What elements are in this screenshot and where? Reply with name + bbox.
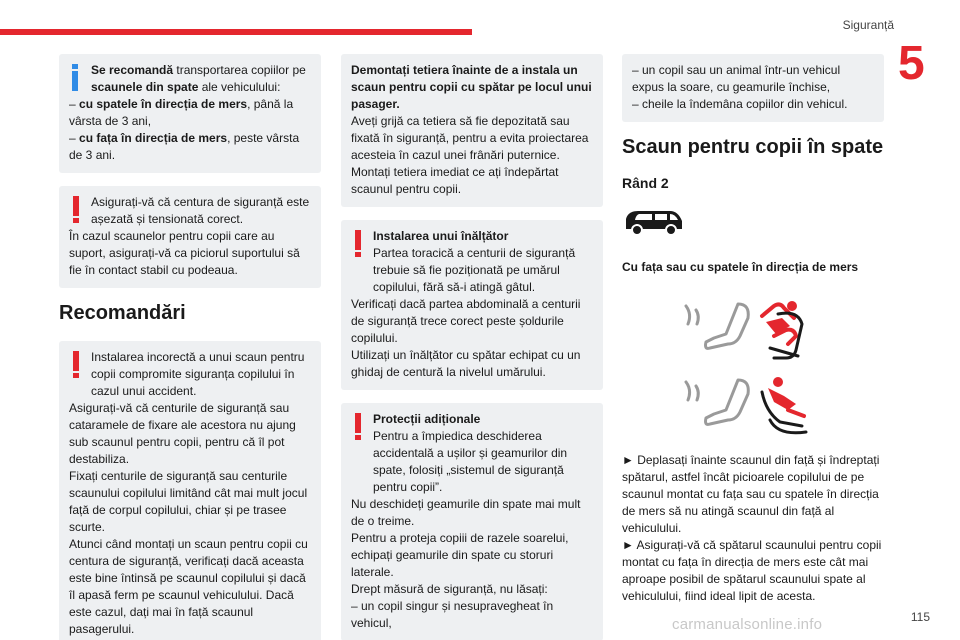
warning-icon bbox=[351, 413, 365, 441]
paragraph: Drept măsură de siguranță, nu lăsați: bbox=[351, 582, 548, 596]
paragraph: – un copil singur și nesupravegheat în vehicul, bbox=[351, 599, 554, 630]
paragraph: Verificați dacă partea abdominală a centurii de siguranță trece corect peste șoldurile copilului. bbox=[351, 297, 581, 345]
warning-icon bbox=[351, 230, 365, 258]
dash: – bbox=[69, 97, 80, 111]
info-box bbox=[59, 54, 321, 173]
box-title: Instalarea unui înălțător bbox=[373, 229, 509, 243]
paragraph: Nu deschideți geamurile din spate mai mult de o treime. bbox=[351, 497, 581, 528]
text: , până la vârsta de 3 ani, bbox=[69, 97, 294, 128]
paragraph: În cazul scaunelor pentru copii care au suport, asigurați-vă ca piciorul suportului să fie în contact stabil cu podeaua. bbox=[69, 229, 300, 277]
van-icon bbox=[622, 207, 686, 239]
bold-text: cu spatele în direcția de mers bbox=[79, 97, 248, 111]
column-1 bbox=[59, 54, 321, 640]
seat-illustration-forward-facing bbox=[678, 376, 828, 438]
section-heading: Recomandări bbox=[59, 302, 186, 324]
warning-box bbox=[59, 341, 321, 640]
warning-text: Instalarea incorectă a unui scaun pentru copii compromite siguranța copilului în cazul unui accident. bbox=[91, 350, 305, 398]
header-accent-bar bbox=[0, 29, 472, 35]
paragraph: – cheile la îndemâna copiilor din vehicul. bbox=[632, 97, 848, 111]
box-title: Protecții adiționale bbox=[373, 412, 481, 426]
column-3 bbox=[622, 54, 884, 605]
warning-text: Pentru a împiedica deschiderea accidentală a ușilor și geamurilor din spate, folosiți „sistemul de siguranță pentru copii”. bbox=[373, 429, 568, 494]
paragraph: Asigurați-vă că centurile de siguranță sau cataramele de fixare ale acestora nu ajung sub scaunul pentru copii, pentru că îl pot destabiliza. bbox=[69, 401, 296, 466]
info-icon bbox=[69, 64, 83, 92]
paragraph: Fixați centurile de siguranță sau centurile scaunului copilului limitând cât mai mult jocul față de corpul copilului, chiar și pe trasee scurte. bbox=[69, 469, 308, 534]
sub-heading: Rând 2 bbox=[622, 175, 669, 191]
paragraph: ► Deplasați înainte scaunul din față și îndreptați spătarul, astfel încât picioarele copilului de pe scaunul montat cu fața sau cu spatele în direcția de mers să nu atingă scaunul din față al vehiculului. bbox=[622, 453, 880, 535]
dash: – bbox=[69, 131, 80, 145]
paragraph: Utilizați un înălțător cu spătar echipat cu un ghidaj de centură la nivelul umărului. bbox=[351, 348, 581, 379]
rear-facing-seat-icon bbox=[678, 300, 828, 362]
minor-heading: Cu fața sau cu spatele în direcția de mers bbox=[622, 260, 859, 274]
chapter-number: 5 bbox=[898, 37, 925, 90]
bold-text: Se recomandă bbox=[91, 63, 174, 77]
note-box bbox=[622, 54, 884, 122]
paragraph: Pentru a proteja copiii de razele soarelui, echipați geamurile din spate cu storuri laterale. bbox=[351, 531, 569, 579]
paragraph: Atunci când montați un scaun pentru copii cu centura de siguranță, verificați dacă aceasta este bine întinsă pe scaunul copilului și dacă îl apasă ferm pe scaunul vehiculului. Dacă este cazul, dați mai în față scaunul pasagerului. bbox=[69, 537, 308, 636]
seat-illustration-rear-facing bbox=[678, 300, 828, 362]
warning-text: Asigurați-vă că centura de siguranță este așezată și tensionată corect. bbox=[91, 195, 310, 226]
instructions bbox=[622, 452, 884, 605]
page-number: 115 bbox=[910, 610, 930, 624]
bold-text: scaunele din spate bbox=[91, 80, 199, 94]
paragraph: – un copil sau un animal într-un vehicul expus la soare, cu geamurile închise, bbox=[632, 63, 841, 94]
note-box bbox=[341, 54, 603, 207]
warning-box bbox=[59, 186, 321, 288]
text: transportarea copiilor pe bbox=[173, 63, 306, 77]
warning-icon bbox=[69, 196, 83, 224]
bold-text: Demontați tetiera înainte de a instala un scaun pentru copii cu spătar pe locul unui pasager. bbox=[351, 63, 592, 111]
warning-icon bbox=[69, 351, 83, 379]
warning-box bbox=[341, 220, 603, 390]
forward-facing-seat-icon bbox=[678, 376, 828, 438]
column-2 bbox=[341, 54, 603, 640]
text: ale vehiculului: bbox=[198, 80, 281, 94]
watermark: carmanualsonline.info bbox=[672, 616, 823, 633]
bold-text: cu fața în direcția de mers bbox=[79, 131, 228, 145]
section-heading: Scaun pentru copii în spate bbox=[622, 136, 884, 158]
warning-text: Partea toracică a centurii de siguranță trebuie să fie poziționată pe umărul copilului, fără să-i atingă gâtul. bbox=[373, 246, 576, 294]
warning-box bbox=[341, 403, 603, 640]
paragraph: Aveți grijă ca tetiera să fie depozitată sau fixată în siguranță, pentru a evita proiectarea acesteia în cazul unei frânări puternice. Montați tetiera imediat ce ați îndepărtat scaunul pentru copii. bbox=[351, 114, 589, 196]
text: , peste vârsta de 3 ani. bbox=[69, 131, 300, 162]
header-title: Siguranță bbox=[842, 18, 894, 32]
paragraph: ► Asigurați-vă că spătarul scaunului pentru copii montat cu fața în direcția de mers este cât mai aproape posibil de spătarul scaunului spate al vehiculului, fiind ideal lipit de acesta. bbox=[622, 538, 882, 603]
